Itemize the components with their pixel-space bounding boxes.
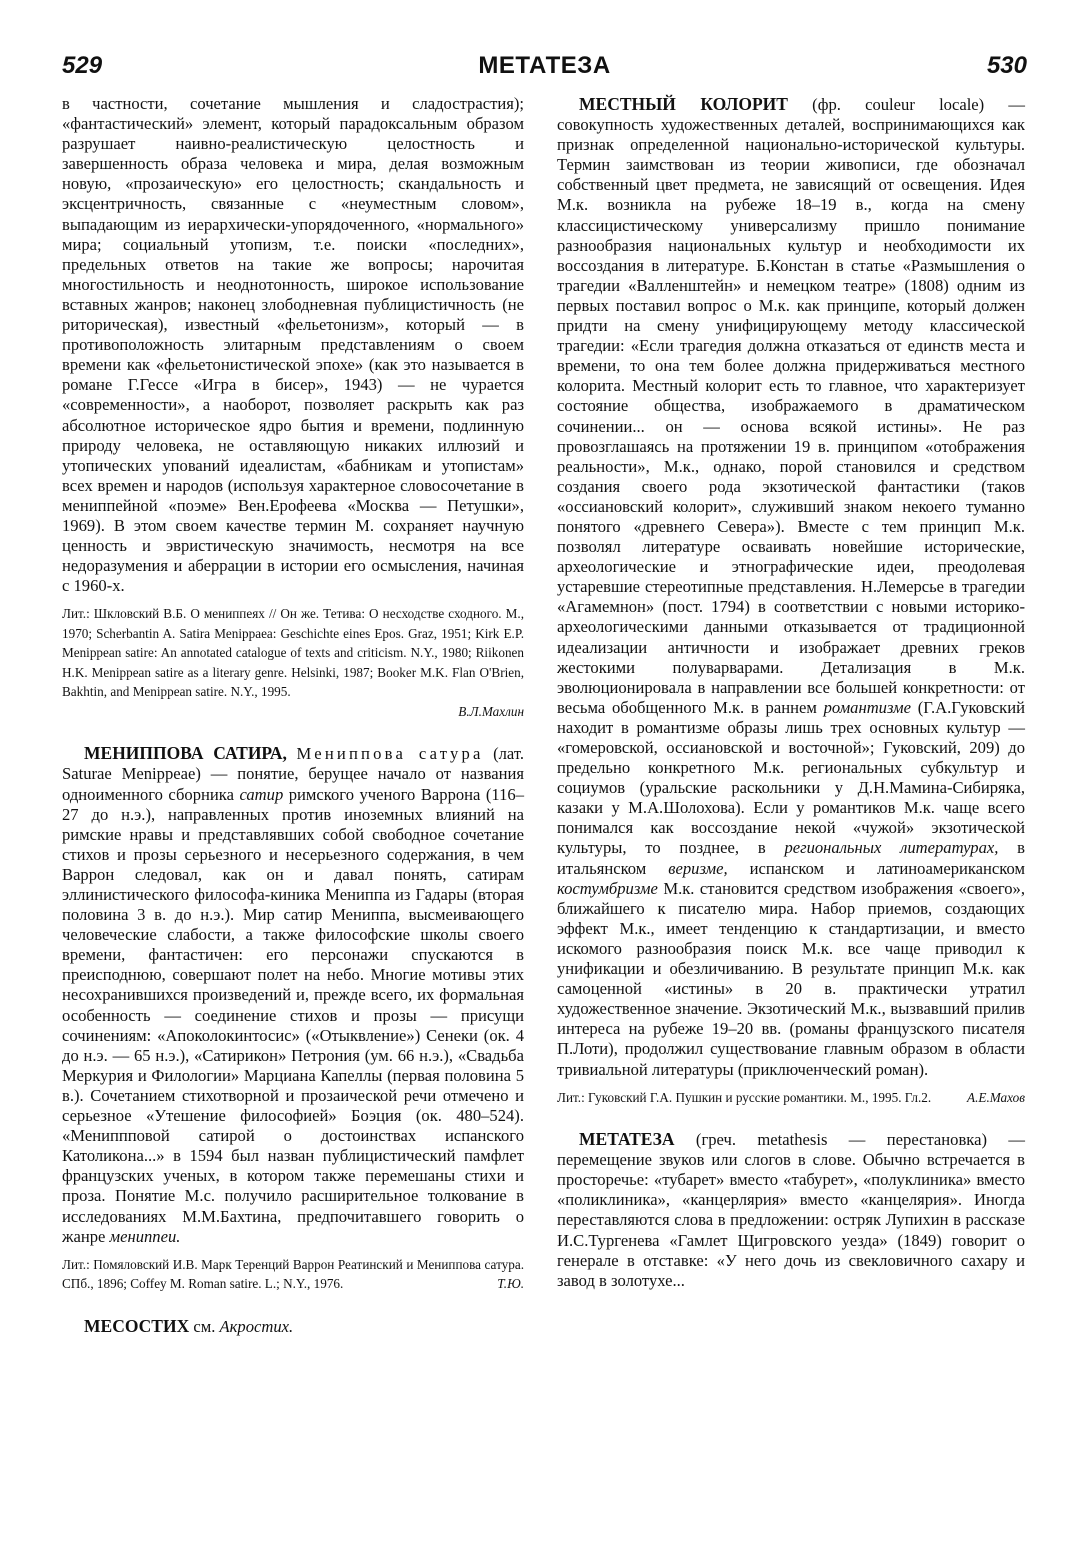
cross-reference: региональных литературах, [784, 838, 999, 858]
entry-author: В.Л.Махлин [458, 703, 524, 719]
bibliography-text: Гуковский Г.А. Пушкин и русские романтики. М., 1995. Гл.2. [584, 1089, 932, 1105]
entry-headword: МЕСОСТИХ [84, 1315, 190, 1336]
entry-mestny-kolorit: МЕСТНЫЙ КОЛОРИТ (фр. couleur locale) — совокупность художественных деталей, воспринимающихся как признак определенной национально-исторической культуры. Термин заимствован из теории живописи, где обозначал собственный цвет предмета, не зависящий от освещения. Идея М.к. возникла на рубеже 18–19 в., когда на смену классицистическому универсализму пришло понимание разнообразия национальных культур и необходимости их воссоздания в литературе. Б.Констан в статье «Размышления о трагедии «Валленштейн» и немецком театре» (1808) одним из первых поставил вопрос о М.к. как принципе, который должен придти на смену унифицирующему методу классической трагедии: «Если трагедия должна отказаться от единств места и времени, то она тем более должна придерживаться местного колорита. Местный колорит есть то главное, что характеризует состояние общества, изображаемого в драматическом сочинении... он — основа всякой истины». Не раз провозглашаясь на протяжении 19 в. принципом «отображения реальности», М.к., однако, порой становился и средством создания своего рода экзотической фантастики (таков «оссиановский колорит», служивший знаком некоего туманно понятого «древнего Севера»). Вместе с тем принцип М.к. позволял литературе осваивать новейшие исторические, археологические и этнографические идеи, преодолевая устаревшие стереотипные представления. Н.Лемерсье в трагедии «Агамемнон» (пост. 1794) в соответствии с новыми историко-археологическими данными отказывается от традиционной идеализации античности и изображает древних греков жестокими полуварварами. Детализация в М.к. эволюционировала в направлении все большей конкретности: от весьма обобщенного М.к. в раннем романтизме (Г.А.Гуковский находит в романтизме образы лишь трех основных культур — «гомеровской, оссиановской и восточной»; Гуковский, 209) до предельно конкретного М.к. региональных субкультур и социумов (уральские раскольники у Д.Н.Мамина-Сибиряка, казаки у М.А.Шолохова). Если у романтиков М.к. чаще всего понимался как воссоздание некой «чужой» экзотической культуры, то позднее, в региональных литературах, в итальянском веризме, испанском и латиноамериканском костумбризме М.к. становится средством изображения «своего», ближайшего к писателю мира. Набор приемов, создающих эффект М.к., имеет тенденцию к стандартизации, и вместо искомого разнообразия поиск М.к. все чаще приводил к унификации и обезличиванию. В результате принцип М.к. как самоценной «истины» в 20 в. практически утратил художественное значение. Экзотический М.к., вызвавший прилив интереса на рубеже 19–20 вв. (романы французского писателя П.Лоти), продолжил существование главным образом в области тривиальной литературы (приключенческий роман). [557, 94, 1025, 1079]
entry-headword: МЕСТНЫЙ КОЛОРИТ [579, 94, 788, 114]
entry-headword: МЕТАТЕЗА [579, 1129, 675, 1150]
left-column [62, 94, 524, 1337]
entry-author: А.Е.Махов [967, 1089, 1025, 1105]
left-page-number: 529 [62, 52, 103, 79]
cross-reference: сатир [239, 784, 284, 804]
entry-headword: МЕНИППОВА САТИРА, [84, 743, 287, 764]
bibliography-label: Лит.: [62, 606, 90, 622]
bibliography-menippova [62, 1255, 524, 1294]
continued-entry-text: в частности, сочетание мышления и сладострастия); «фантастический» элемент, который парадоксальным образом разрушает наивно-реалистическую целостность и завершенность образа человека и мира, делая возможным новую, «прозаическую» его целостность; скандальность и эксцентричность, связанные с «неуместным словом», выпадающим из иерархически-упорядоченного, «нормального» мира; социальный утопизм, т.е. поиски «последних», предельных ответов на такие же вопросы; нарочитая многостильность и неоднотонность, широкое использование вставных жанров; наконец злободневная публицистичность (не риторическая), известный «фельетонизм», который — в противоположность элитарным представлениям о своем времени как «фельетонистической эпохе» (как это называется в романе Г.Гессе «Игра в бисер», 1943) — не чурается «современности», а наоборот, позволяет раскрыть как раз абсолютное историческое ядро бытия и времени, подлинную природу человека, не оставляющую никаких иллюзий и утопических упований идеалистам, «бабникам и утопистам» всех времен и народов (используя характерное словосочетание в мениппейной «поэме» Вен.Ерофеева «Москва — Петушки», 1969). В этом своем качестве термин М. сохраняет научную ценность и эвристическую значимость, несмотря на все недоразумения и аберрации в истории его осмысления, начиная с 1960-х. [62, 94, 524, 596]
entry-metateza: МЕТАТЕЗА (греч. metathesis — перестановка) — перемещение звуков или слогов в слове. Обычно встречается в просторечье: «тубарет» вместо «табурет», «полуклиника» вместо «поликлиника», «канцерлярия» вместо «канцелярия». Иногда переставляются слова в предложении: остряк Лупихин в рассказе И.С.Тургенева «Гамлет Щигровского уезда» (1849) говорит о генерале в отставке: «У него дочь из свекловичного сахару и завод в золотухе... [557, 1129, 1025, 1290]
page-header [62, 52, 1027, 92]
bibliography-kolorit [557, 1088, 1025, 1108]
right-column [557, 94, 1025, 1291]
cross-reference: мениппеи. [109, 1226, 181, 1246]
cross-reference: костумбризме [557, 878, 658, 898]
cross-reference: веризме, [668, 858, 728, 878]
cross-reference: Акростих. [219, 1316, 294, 1336]
entry-mesostikh: МЕСОСТИХ см. Акростих. [84, 1315, 294, 1336]
bibliography-menippea [62, 604, 524, 721]
cross-reference: романтизме [823, 697, 911, 717]
entry-author: Т.Ю. [497, 1276, 524, 1292]
running-title: МЕТАТЕЗА [478, 52, 611, 79]
bibliography-label: Лит.: [62, 1256, 90, 1272]
bibliography-label: Лит.: [557, 1089, 585, 1105]
entry-menippova-satira: МЕНИППОВА САТИРА, Мениппова сатура (лат. Saturae Menippeae) — понятие, берущее начало от названия одноименного сборника сатир римского ученого Варрона (116–27 до н.э.), направленных против иноземных влияний на римские нравы и представлявших собой свободное сочетание стихов и прозы серьезного и несерьезного содержания, в чем Варрон следовал, как он и давал понять, сатирам эллинистического философа-киника Мениппа из Гадары (вторая половина 3 в. до н.э.). Мир сатир Мениппа, высмеивающего человеческие слабости, а также философские школы своего времени, фантастичен: его персонажи спускаются в преисподнюю, совершают полет на небо. Многие мотивы этих несохранившихся произведений и, прежде всего, их формальная особенность — соединение стихов и прозы — присущи сочинениям: «Апоколокинтосис» («Отыквление») Сенеки (ок. 4 до н.э. — 65 н.э.), «Сатирикон» Петрония (ум. 66 н.э.), «Свадьба Меркурия и Филологии» Марциана Капеллы (первая половина 5 в.). Сочетанием стихотворной и прозаической речи отмечено и серьезное «Утешение философией» Боэция (ок. 480–524). «Мениппповой сатирой о достоинствах испанского Католикона...» в 1594 был назван публицистический памфлет французских ученых, в котором также перемешаны стихи и проза. Понятие М.с. получило расширительное толкование в исследованиях М.М.Бахтина, предпочитавшего говорить о жанре мениппеи. [62, 743, 525, 1246]
entry-variant: Мениппова сатура [296, 744, 484, 764]
bibliography-text: Помяловский И.В. Марк Теренций Варрон Реатинский и Мениппова сатура. СПб., 1896; Coffey M. Roman satire. L.; N.Y., 1976. [62, 1256, 524, 1292]
bibliography-text: Шкловский В.Б. О мениппеях // Он же. Тетива: О несходстве сходного. М., 1970; Scherbantin A. Satira Menippaea: Geschichte eines Epos. Graz, 1951; Kirk E.P. Menippean satire: An annotated catalogue of texts and criticism. N.Y., 1980; Riikonen H.K. Menippean satire as a literary genre. Helsinki, 1987; Booker M.K. Flan O'Brien, Bakhtin, and Menippean satire. N.Y., 1995. [62, 606, 524, 700]
right-page-number: 530 [986, 52, 1027, 79]
